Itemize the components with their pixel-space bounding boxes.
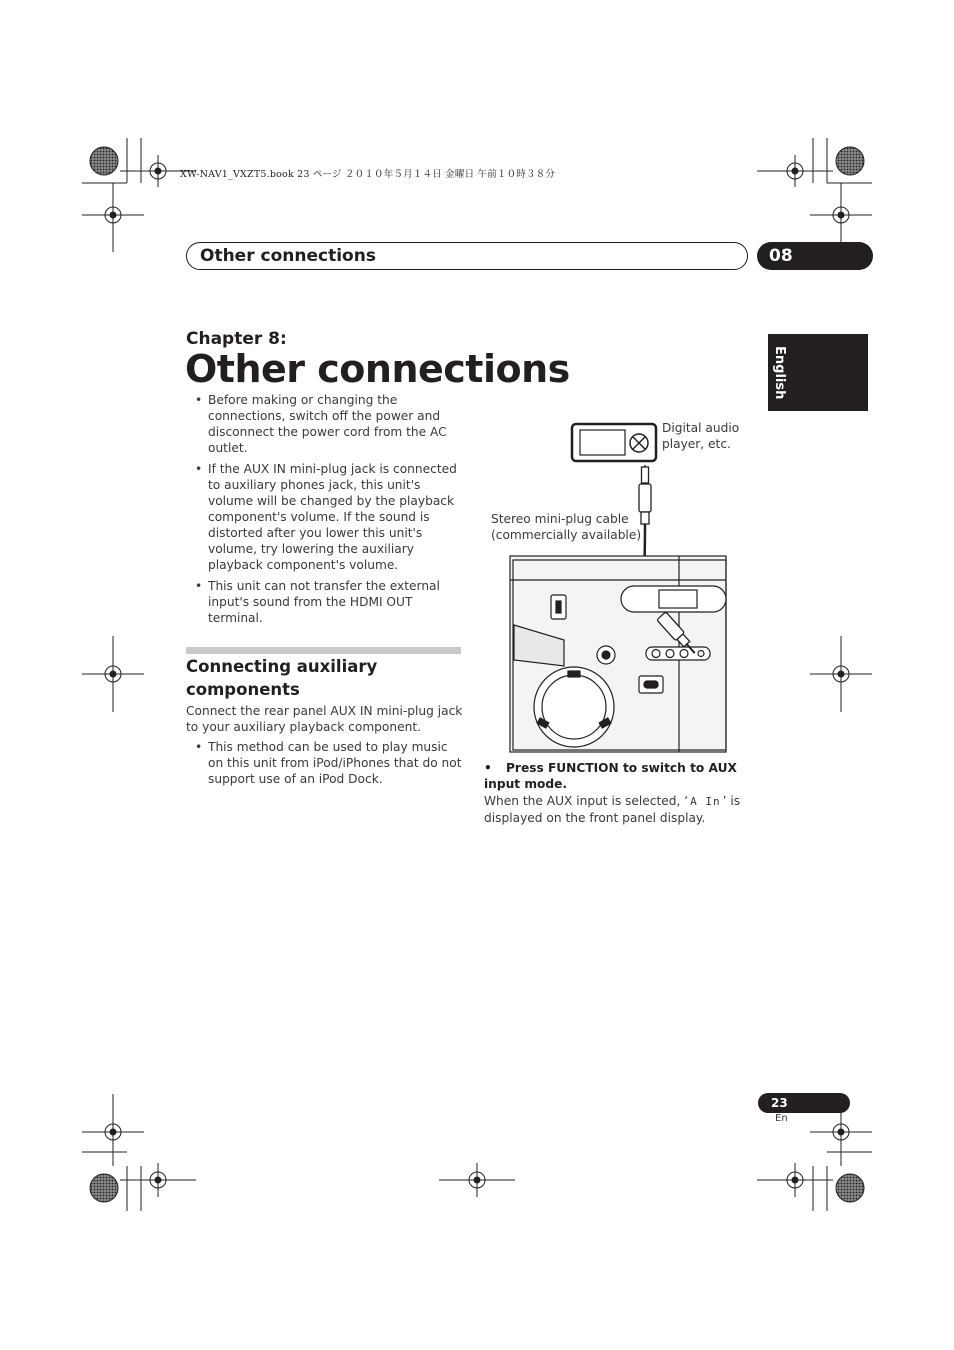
- player-label-line1: Digital audio: [662, 421, 740, 435]
- list-item: • This method can be used to play music on this unit from iPod/iPhones that do not support use of an iPod Dock.: [186, 739, 466, 787]
- front-display-text: A In: [690, 795, 721, 808]
- page-language-code: En: [775, 1113, 788, 1124]
- audio-player-icon: [572, 424, 656, 461]
- section-paragraph: Connect the rear panel AUX IN mini-plug jack to your auxiliary playback component.: [186, 704, 463, 734]
- chapter-number-tab: 08: [757, 242, 873, 270]
- chapter-label: Chapter 8:: [186, 329, 287, 349]
- section-bullet-list: [186, 739, 466, 792]
- connection-diagram: [484, 415, 734, 755]
- section-title: Connecting auxiliary components: [186, 657, 378, 699]
- chapter-title: Other connections: [185, 347, 570, 391]
- step-result-before: When the AUX input is selected, ‘: [484, 794, 689, 808]
- list-item: • If the AUX IN mini-plug jack is connected to auxiliary phones jack, this unit's volume will be changed by the playback component's volume. If the sound is distorted after you lower this unit's volume, try lowering the auxiliary playback component's volume.: [186, 461, 466, 573]
- step-instruction: • Press FUNCTION to switch to AUX input mode.: [484, 761, 737, 791]
- step-instruction-text: Press FUNCTION to switch to AUX input mode.: [484, 761, 737, 791]
- list-item: • This unit can not transfer the external input's sound from the HDMI OUT terminal.: [186, 578, 466, 626]
- section-divider: [186, 647, 461, 654]
- cable-label-line2: (commercially available): [491, 528, 642, 542]
- intro-bullet-list: [186, 392, 466, 631]
- cable-label-line1: Stereo mini-plug cable: [491, 512, 629, 526]
- page-number: 23: [758, 1093, 850, 1113]
- mini-plug-icon: [639, 465, 651, 524]
- player-label-line2: player, etc.: [662, 437, 731, 451]
- header-title: Other connections: [200, 246, 376, 266]
- file-info: XW-NAV1_VXZT5.book 23 ページ ２０１０年５月１４日 金曜日 午前１０時３８分: [180, 169, 556, 180]
- step-result: [484, 793, 759, 826]
- step-result-after: ’ is displayed on the front panel display.: [484, 794, 741, 825]
- language-label: English: [772, 346, 787, 400]
- list-item: • Before making or changing the connections, switch off the power and disconnect the power cord from the AC outlet.: [186, 392, 466, 456]
- unit-rear-panel: [510, 556, 726, 752]
